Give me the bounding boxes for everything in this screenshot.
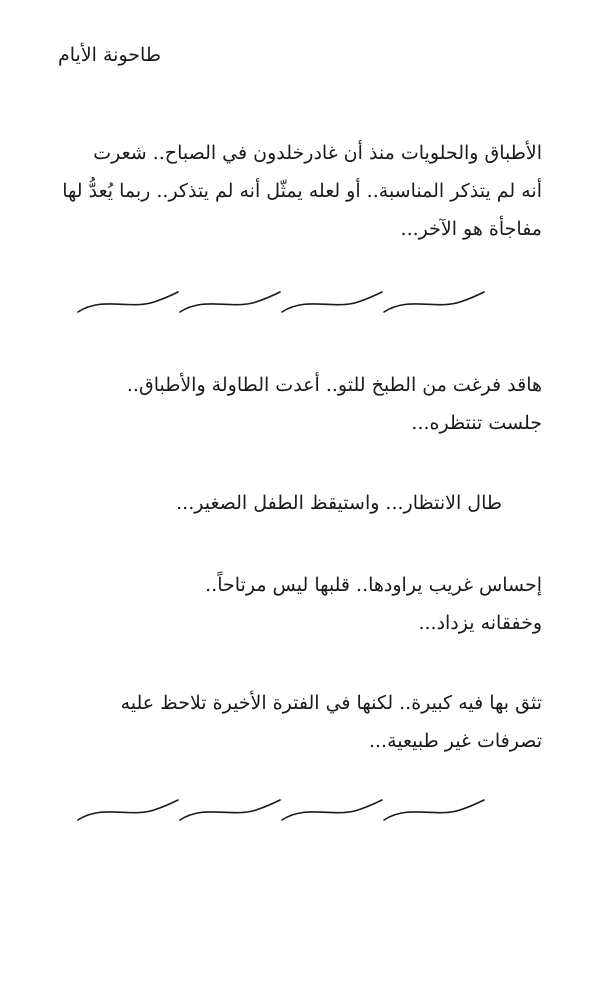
paragraph-3	[82, 484, 502, 522]
text-line: إحساس غريب يراودها.. قلبها ليس مرتاحاً..	[205, 574, 542, 596]
text-line: وخفقانه يزداد...	[418, 612, 542, 634]
wave-flourish-icon	[74, 288, 488, 324]
paragraph-1	[52, 134, 542, 248]
paragraph-5	[62, 684, 542, 760]
wave-flourish-icon	[74, 792, 488, 828]
text-line: جلست تنتظره...	[411, 412, 542, 434]
running-header: طاحونة الأيام	[58, 44, 161, 66]
text-line: طال الانتظار... واستيقظ الطفل الصغير...	[176, 492, 502, 514]
text-line: مفاجأة هو الآخر...	[400, 218, 542, 240]
text-line: تصرفات غير طبيعية...	[368, 730, 542, 752]
paragraph-2	[72, 366, 542, 442]
text-line: الأطباق والحلويات منذ أن غادرخلدون في الصباح.. شعرت	[93, 142, 542, 164]
text-line: هاقد فرغت من الطبخ للتو.. أعدت الطاولة والأطباق..	[126, 374, 542, 396]
text-line: تثق بها فيه كبيرة.. لكنها في الفترة الأخيرة تلاحظ عليه	[120, 692, 542, 714]
text-line: أنه لم يتذكر المناسبة.. أو لعله يمثّل أنه لم يتذكر.. ربما يُعدُّ لها	[62, 180, 542, 202]
paragraph-4	[72, 566, 542, 642]
